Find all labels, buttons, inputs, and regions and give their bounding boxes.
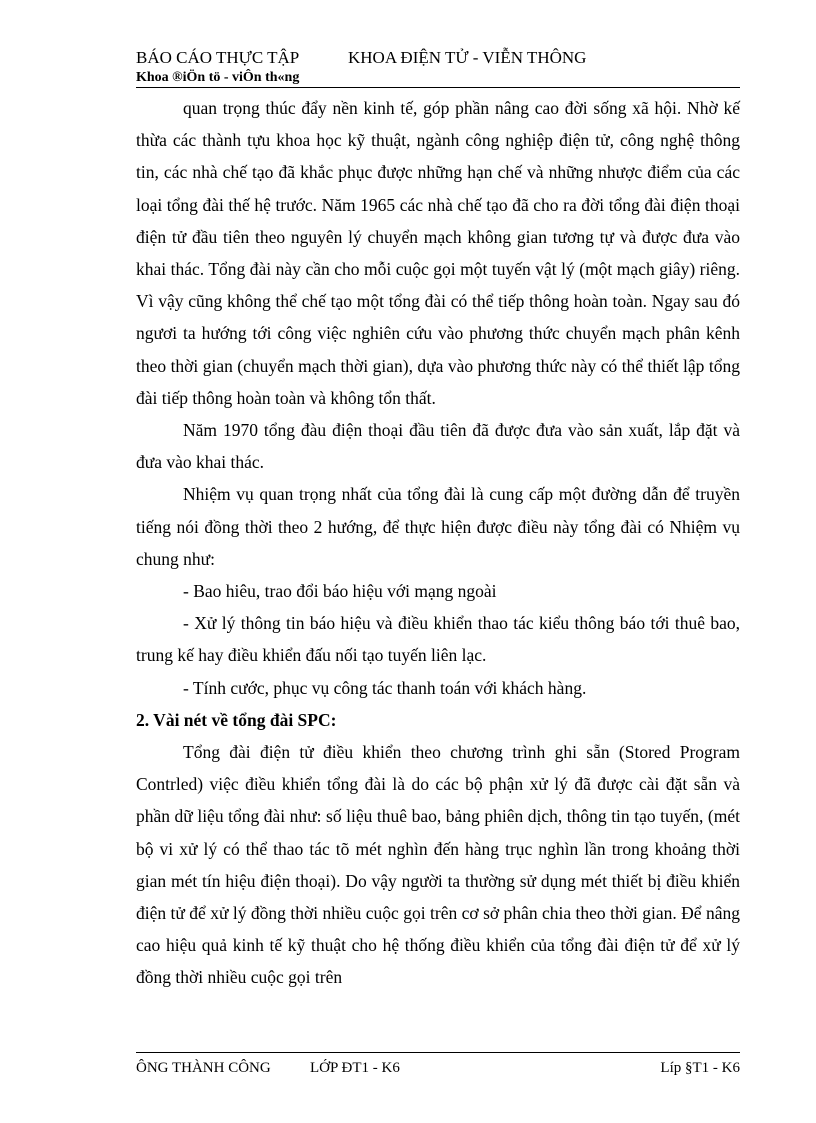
- paragraph: Tổng đài điện tử điều khiển theo chương trình ghi sẵn (Stored Program Contrled) việc điều khiển tổng đài là do các bộ phận xử lý đã được cài đặt sẵn và phần dữ liệu tổng đài như: số liệu thuê bao, bảng phiên dịch, thông tin tạo tuyến, (mét bộ vi xử lý có thể thao tác tõ mét nghìn đến hàng trục nghìn lần trong khoảng thời gian mét tín hiệu điện thoại). Do vậy người ta thường sử dụng mét thiết bị điều khiển điện tử để xử lý đồng thời nhiều cuộc gọi trên cơ sở phân chia theo thời gian. Để nâng cao hiệu quả kinh tế kỹ thuật cho hệ thống điều khiển của tổng đài điện tử để xử lý đồng thời nhiều cuộc gọi trên: [136, 742, 740, 988]
- footer-divider: [136, 1052, 740, 1053]
- list-item: - Tính cước, phục vụ công tác thanh toán với khách hàng.: [183, 677, 587, 698]
- class-name-legacy: Líp §T1 - K6: [660, 1060, 740, 1076]
- faculty-name: KHOA ĐIỆN TỬ - VIỄN THÔNG: [348, 48, 587, 67]
- page-footer: [136, 1058, 740, 1078]
- report-title: BÁO CÁO THỰC TẬP: [136, 48, 300, 67]
- document-body: [136, 92, 740, 994]
- section-heading: 2. Vài nét về tổng đài SPC:: [136, 709, 337, 730]
- list-item: - Xử lý thông tin báo hiệu và điều khiển thao tác kiểu thông báo tới thuê bao, trung kế hay điều khiển đấu nối tạo tuyến liên lạc.: [136, 613, 740, 666]
- header-divider: [136, 87, 740, 88]
- paragraph: quan trọng thúc đẩy nền kinh tế, góp phần nâng cao đời sống xã hội. Nhờ kế thừa các thành tựu khoa học kỹ thuật, ngành công nghiệp điện tử, công nghệ thông tin, các nhà chế tạo đã khắc phục được những hạn chế và những nhược điểm của các loại tổng đài thế hệ trước. Năm 1965 các nhà chế tạo đã cho ra đời tổng đài điện thoại điện tử đầu tiên theo nguyên lý chuyển mạch không gian tương tự và được đưa vào khai thác. Tổng đài này cần cho mỗi cuộc gọi một tuyến vật lý (một mạch giây) riêng. Vì vậy cũng không thể chế tạo một tổng đài có thể tiếp thông hoàn toàn. Ngay sau đó ngươi ta hướng tới công việc nghiên cứu vào phương thức chuyển mạch phân kênh theo thời gian (chuyển mạch thời gian), dựa vào phương thức này có thể thiết lập tổng đài tiếp thông hoàn toàn và không tổn thất.: [136, 98, 740, 408]
- paragraph: Nhiệm vụ quan trọng nhất của tổng đài là cung cấp một đường dẫn để truyền tiếng nói đồng thời theo 2 hướng, để thực hiện được điều này tổng đài có Nhiệm vụ chung như:: [136, 484, 740, 569]
- student-name: ÔNG THÀNH CÔNG: [136, 1060, 271, 1076]
- class-name: LỚP ĐT1 - K6: [310, 1060, 400, 1076]
- faculty-name-legacy: Khoa ®iÖn tö - viÔn th«ng: [136, 70, 300, 85]
- list-item: - Bao hiêu, trao đổi báo hiệu với mạng ngoài: [183, 581, 497, 602]
- page-header: [136, 48, 740, 87]
- paragraph: Năm 1970 tổng đàu điện thoại đầu tiên đã được đưa vào sản xuất, lắp đặt và đưa vào khai thác.: [136, 420, 740, 473]
